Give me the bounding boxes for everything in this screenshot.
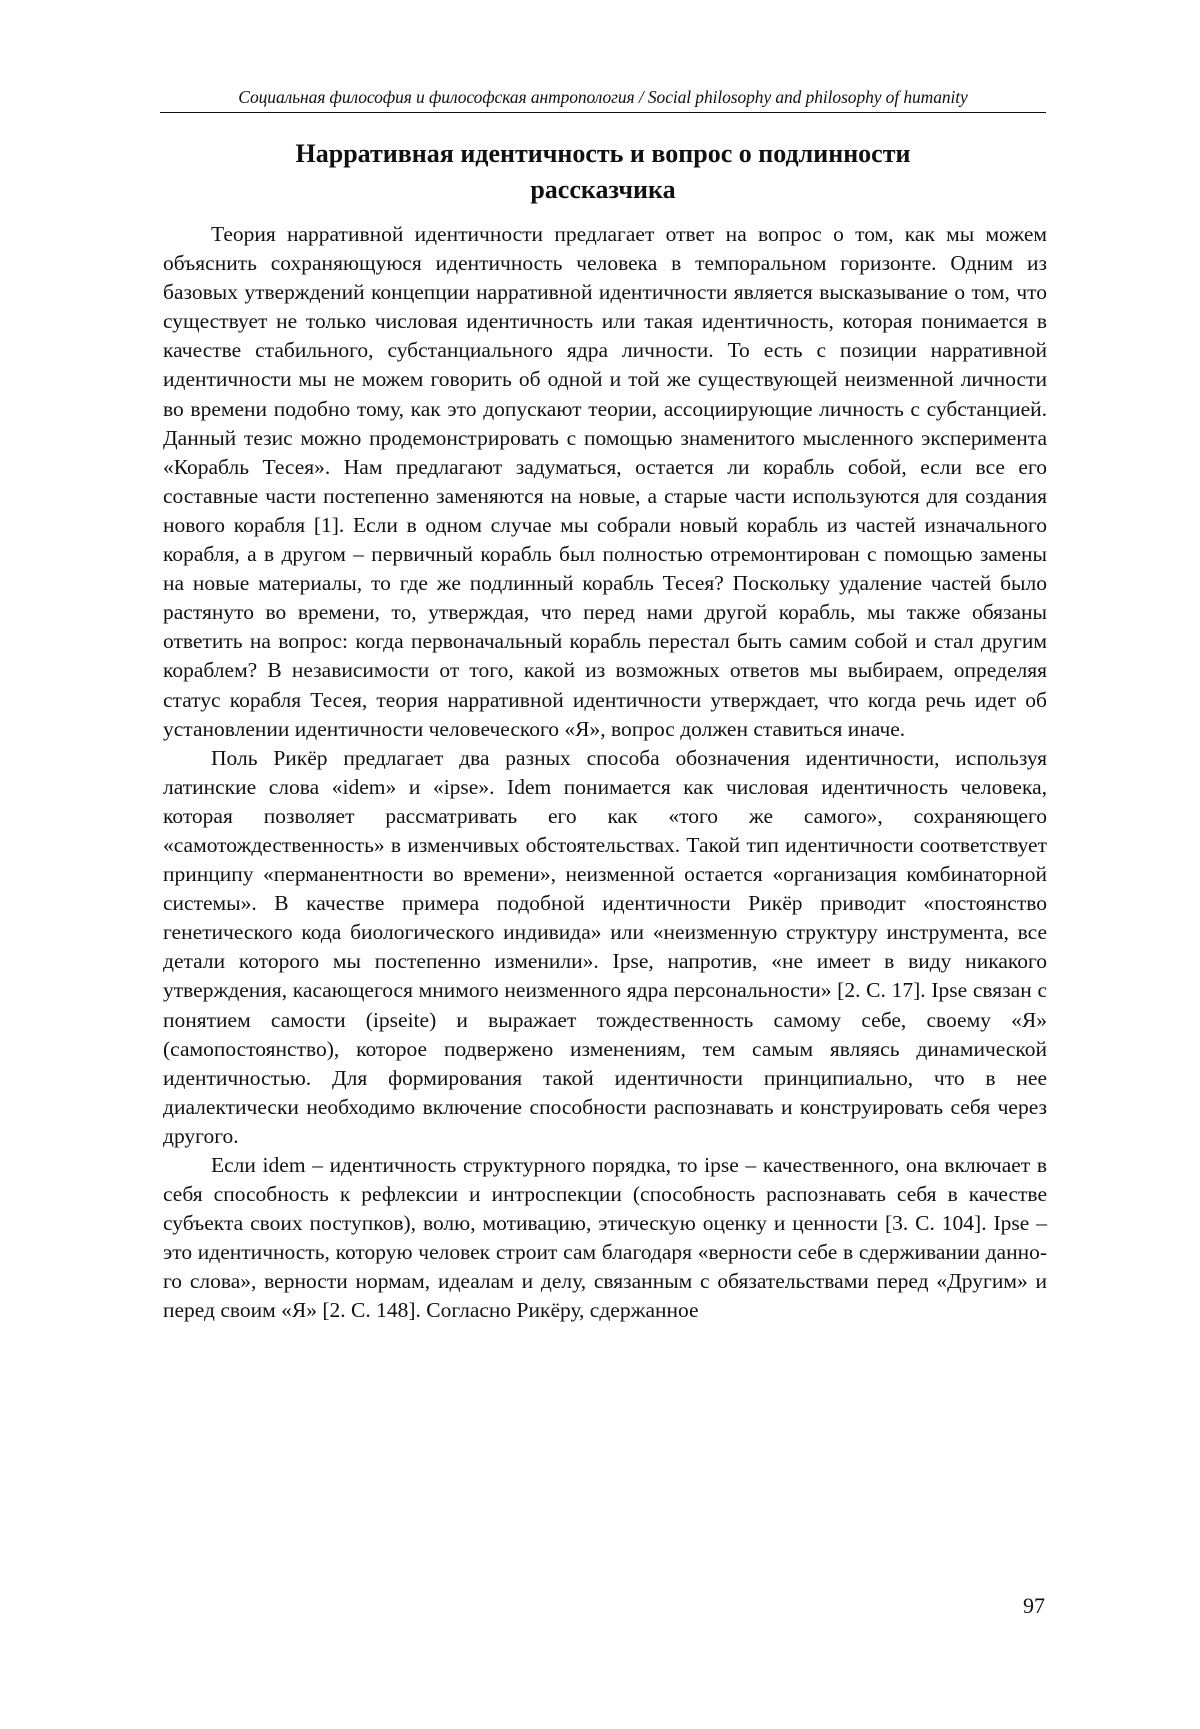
article-title	[160, 136, 1046, 208]
header-divider	[160, 112, 1046, 113]
article-title-line-1: Нарративная идентичность и вопрос о подлинности	[295, 139, 911, 168]
article-title-line-2: рассказчика	[530, 175, 676, 204]
paragraph: Теория нарративной идентичности предлагает ответ на вопрос о том, как мы можем объяснить сохраняющуюся идентичность человека в темпоральном горизонте. Одним из базовых утверждений концепции нарративной идентичности является высказывание о том, что существует не только числовая идентичность или такая идентичность, которая понимается в качестве стабильного, субстанциального ядра личности. То есть с позиции нарративной идентичности мы не можем говорить об одной и той же существующей неизменной личности во времени подобно тому, как это допускают теории, ассоциирующие личность с субстанцией. Данный тезис можно продемонстрировать с помощью знаменитого мысленного эксперимента «Корабль Тесея». Нам предлагают задуматься, остается ли корабль собой, если все его составные части постепенно заменяются на новые, а старые части используются для создания нового корабля [1]. Если в одном случае мы собрали новый корабль из частей изначального корабля, а в другом – первичный корабль был полностью отремонтирован с помощью замены на новые материалы, то где же подлинный корабль Тесея? Поскольку удаление частей было растянуто во времени, то, утверждая, что перед нами другой корабль, мы также обязаны ответить на вопрос: когда первоначальный корабль перестал быть самим собой и стал другим кораблем? В независимости от того, какой из возможных ответов мы выбираем, определяя статус корабля Тесея, теория нарративной идентичности утверждает, что когда речь идет об установлении идентичности человеческого «Я», вопрос должен ставиться иначе.	[163, 222, 1047, 741]
page-number: 97	[1023, 1593, 1045, 1618]
paragraph: Поль Рикёр предлагает два разных способа обозначения идентичности, используя латинские слова «idem» и «ipse». Idem понимается как числовая идентичность человека, которая позволяет рассматривать его как «того же самого», сохраняющего «самотождественность» в изменчивых обстоятельствах. Такой тип идентичности соответствует принципу «перманентности во времени», неизменной остается «организация комбинаторной системы». В качестве примера подобной идентичности Рикёр приводит «постоянство генетического кода биологического индивида» или «неизменную структуру инструмента, все детали которого мы постепенно изменили». Ipse, напротив, «не имеет в виду никакого утверждения, касающегося мнимого неизменного ядра персональности» [2. С. 17]. Ipse связан с понятием самости (ipseite) и выражает тождественность самому себе, своему «Я» (самопостоянство), которое подвержено изменениям, тем самым являясь динамической идентичностью. Для формирования такой идентичности принципиально, что в нее диалектически необходимо включение способности распознавать и конструировать себя через другого.	[163, 745, 1047, 1148]
article-body	[163, 220, 1047, 1326]
paragraph: Если idem – идентичность структурного порядка, то ipse – качественного, она включает в себя способность к рефлексии и интроспекции (способность распознавать себя в качестве субъекта своих поступков), волю, мотивацию, этическую оценку и ценности [3. С. 104]. Ipse – это идентичность, которую человек строит сам благодаря «верности себе в сдерживании данного слова», верности нормам, идеалам и делу, связанным с обязательствами перед «Другим» и перед своим «Я» [2. С. 148]. Согласно Рикёру, сдержанное	[163, 1153, 1047, 1323]
running-header: Социальная философия и философская антропология / Social philosophy and philosophy of humanity	[238, 87, 968, 107]
